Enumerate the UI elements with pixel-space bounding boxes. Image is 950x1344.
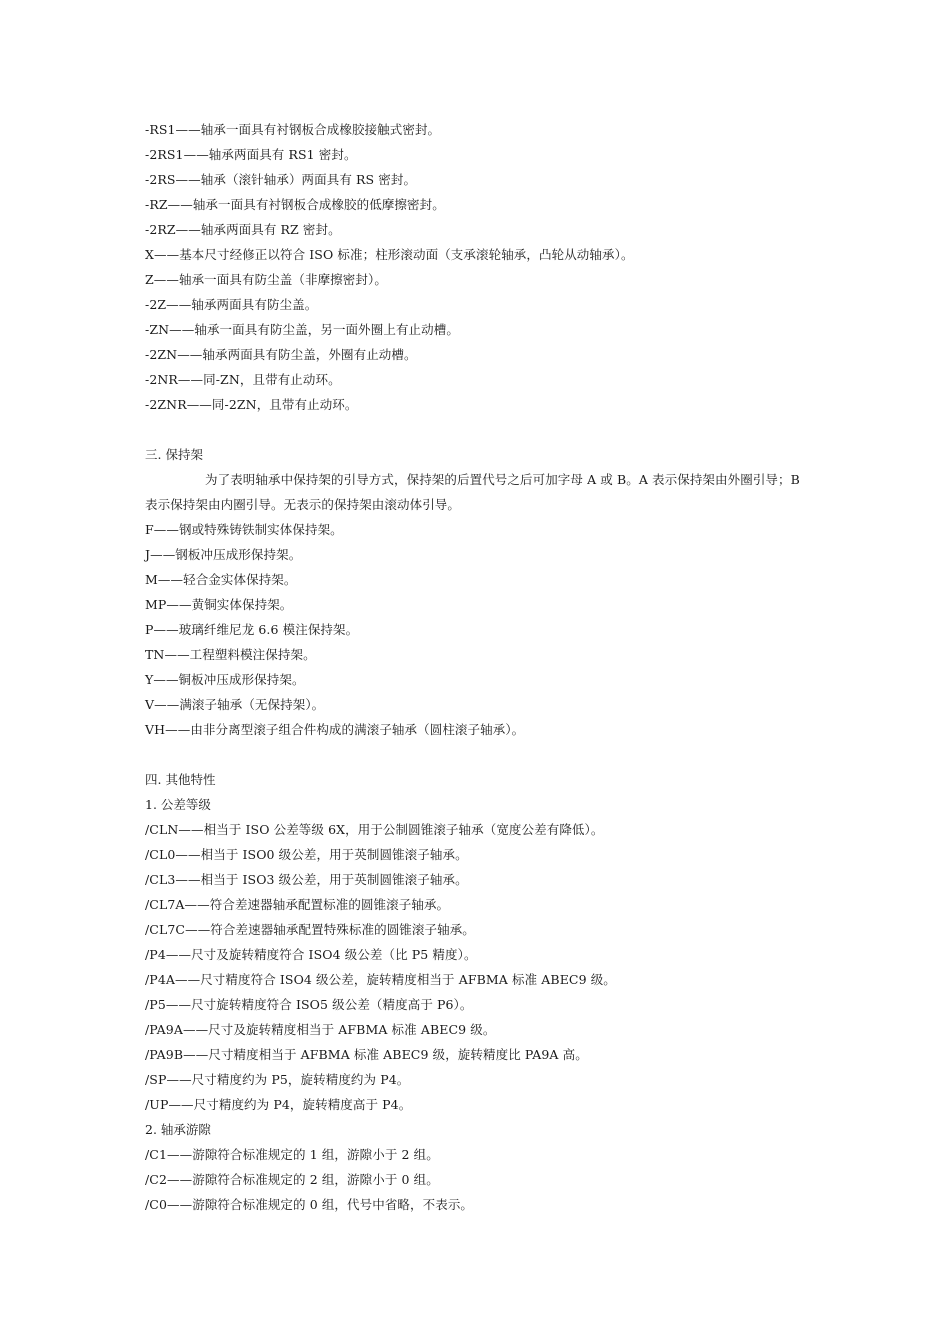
tolerance-item: /P5——尺寸旋转精度符合 ISO5 级公差（精度高于 P6）。 [145,997,473,1012]
section-other-features [145,767,825,1217]
cage-item: F——钢或特殊铸铁制实体保持架。 [145,522,343,537]
cage-item: V——满滚子轴承（无保持架）。 [145,697,325,712]
cage-item: TN——工程塑料模注保持架。 [145,647,316,662]
tolerance-item: /P4A——尺寸精度符合 ISO4 级公差，旋转精度相当于 AFBMA 标准 ABEC9 级。 [145,972,616,987]
tolerance-item: /CL0——相当于 ISO0 级公差，用于英制圆锥滚子轴承。 [145,847,468,862]
tolerance-item: /CL3——相当于 ISO3 级公差，用于英制圆锥滚子轴承。 [145,872,468,887]
subsection-heading: 1. 公差等级 [145,797,211,812]
subsection-tolerance [145,792,825,1117]
seal-item: -2ZNR——同-2ZN，且带有止动环。 [145,397,358,412]
section-heading: 四. 其他特性 [145,772,216,787]
subsection-heading: 2. 轴承游隙 [145,1122,211,1137]
document-page [145,117,825,1217]
cage-item: M——轻合金实体保持架。 [145,572,297,587]
tolerance-item: /CL7C——符合差速器轴承配置特殊标准的圆锥滚子轴承。 [145,922,475,937]
spacer [145,742,825,767]
seal-list [145,117,825,417]
cage-item: MP——黄铜实体保持架。 [145,597,293,612]
seal-item: -2RZ——轴承两面具有 RZ 密封。 [145,222,341,237]
seal-item: -2NR——同-ZN，且带有止动环。 [145,372,341,387]
spacer [145,417,825,442]
seal-item: Z——轴承一面具有防尘盖（非摩擦密封）。 [145,272,387,287]
tolerance-item: /PA9A——尺寸及旋转精度相当于 AFBMA 标准 ABEC9 级。 [145,1022,496,1037]
seal-item: -RS1——轴承一面具有衬钢板合成橡胶接触式密封。 [145,122,441,137]
cage-item: Y——铜板冲压成形保持架。 [145,672,305,687]
tolerance-item: /UP——尺寸精度约为 P4，旋转精度高于 P4。 [145,1097,412,1112]
clearance-item: /C1——游隙符合标准规定的 1 组，游隙小于 2 组。 [145,1147,439,1162]
tolerance-item: /SP——尺寸精度约为 P5，旋转精度约为 P4。 [145,1072,410,1087]
tolerance-item: /CLN——相当于 ISO 公差等级 6X，用于公制圆锥滚子轴承（宽度公差有降低）。 [145,822,604,837]
cage-item: P——玻璃纤维尼龙 6.6 模注保持架。 [145,622,359,637]
seal-item: -2ZN——轴承两面具有防尘盖，外圈有止动槽。 [145,347,417,362]
tolerance-item: /PA9B——尺寸精度相当于 AFBMA 标准 ABEC9 级，旋转精度比 PA9A 高。 [145,1047,588,1062]
clearance-item: /C0——游隙符合标准规定的 0 组，代号中省略，不表示。 [145,1197,474,1212]
section-cage [145,442,825,742]
clearance-item: /C2——游隙符合标准规定的 2 组，游隙小于 0 组。 [145,1172,439,1187]
seal-item: -ZN——轴承一面具有防尘盖，另一面外圈上有止动槽。 [145,322,459,337]
seal-item: -2RS1——轴承两面具有 RS1 密封。 [145,147,357,162]
seal-item: -2RS——轴承（滚针轴承）两面具有 RS 密封。 [145,172,417,187]
seal-item: -RZ——轴承一面具有衬钢板合成橡胶的低摩擦密封。 [145,197,445,212]
seal-item: -2Z——轴承两面具有防尘盖。 [145,297,318,312]
cage-item: VH——由非分离型滚子组合件构成的满滚子轴承（圆柱滚子轴承）。 [145,722,525,737]
seal-item: X——基本尺寸经修正以符合 ISO 标准；柱形滚动面（支承滚轮轴承，凸轮从动轴承）。 [145,247,634,262]
section-intro-paragraph: 为了表明轴承中保持架的引导方式，保持架的后置代号之后可加字母 A 或 B。A 表示保持架由外圈引导；B 表示保持架由内圈引导。无表示的保持架由滚动体引导。 [145,472,800,512]
tolerance-item: /P4——尺寸及旋转精度符合 ISO4 级公差（比 P5 精度）。 [145,947,477,962]
cage-item: J——钢板冲压成形保持架。 [145,547,302,562]
subsection-clearance [145,1117,825,1217]
section-heading: 三. 保持架 [145,447,203,462]
tolerance-item: /CL7A——符合差速器轴承配置标准的圆锥滚子轴承。 [145,897,450,912]
